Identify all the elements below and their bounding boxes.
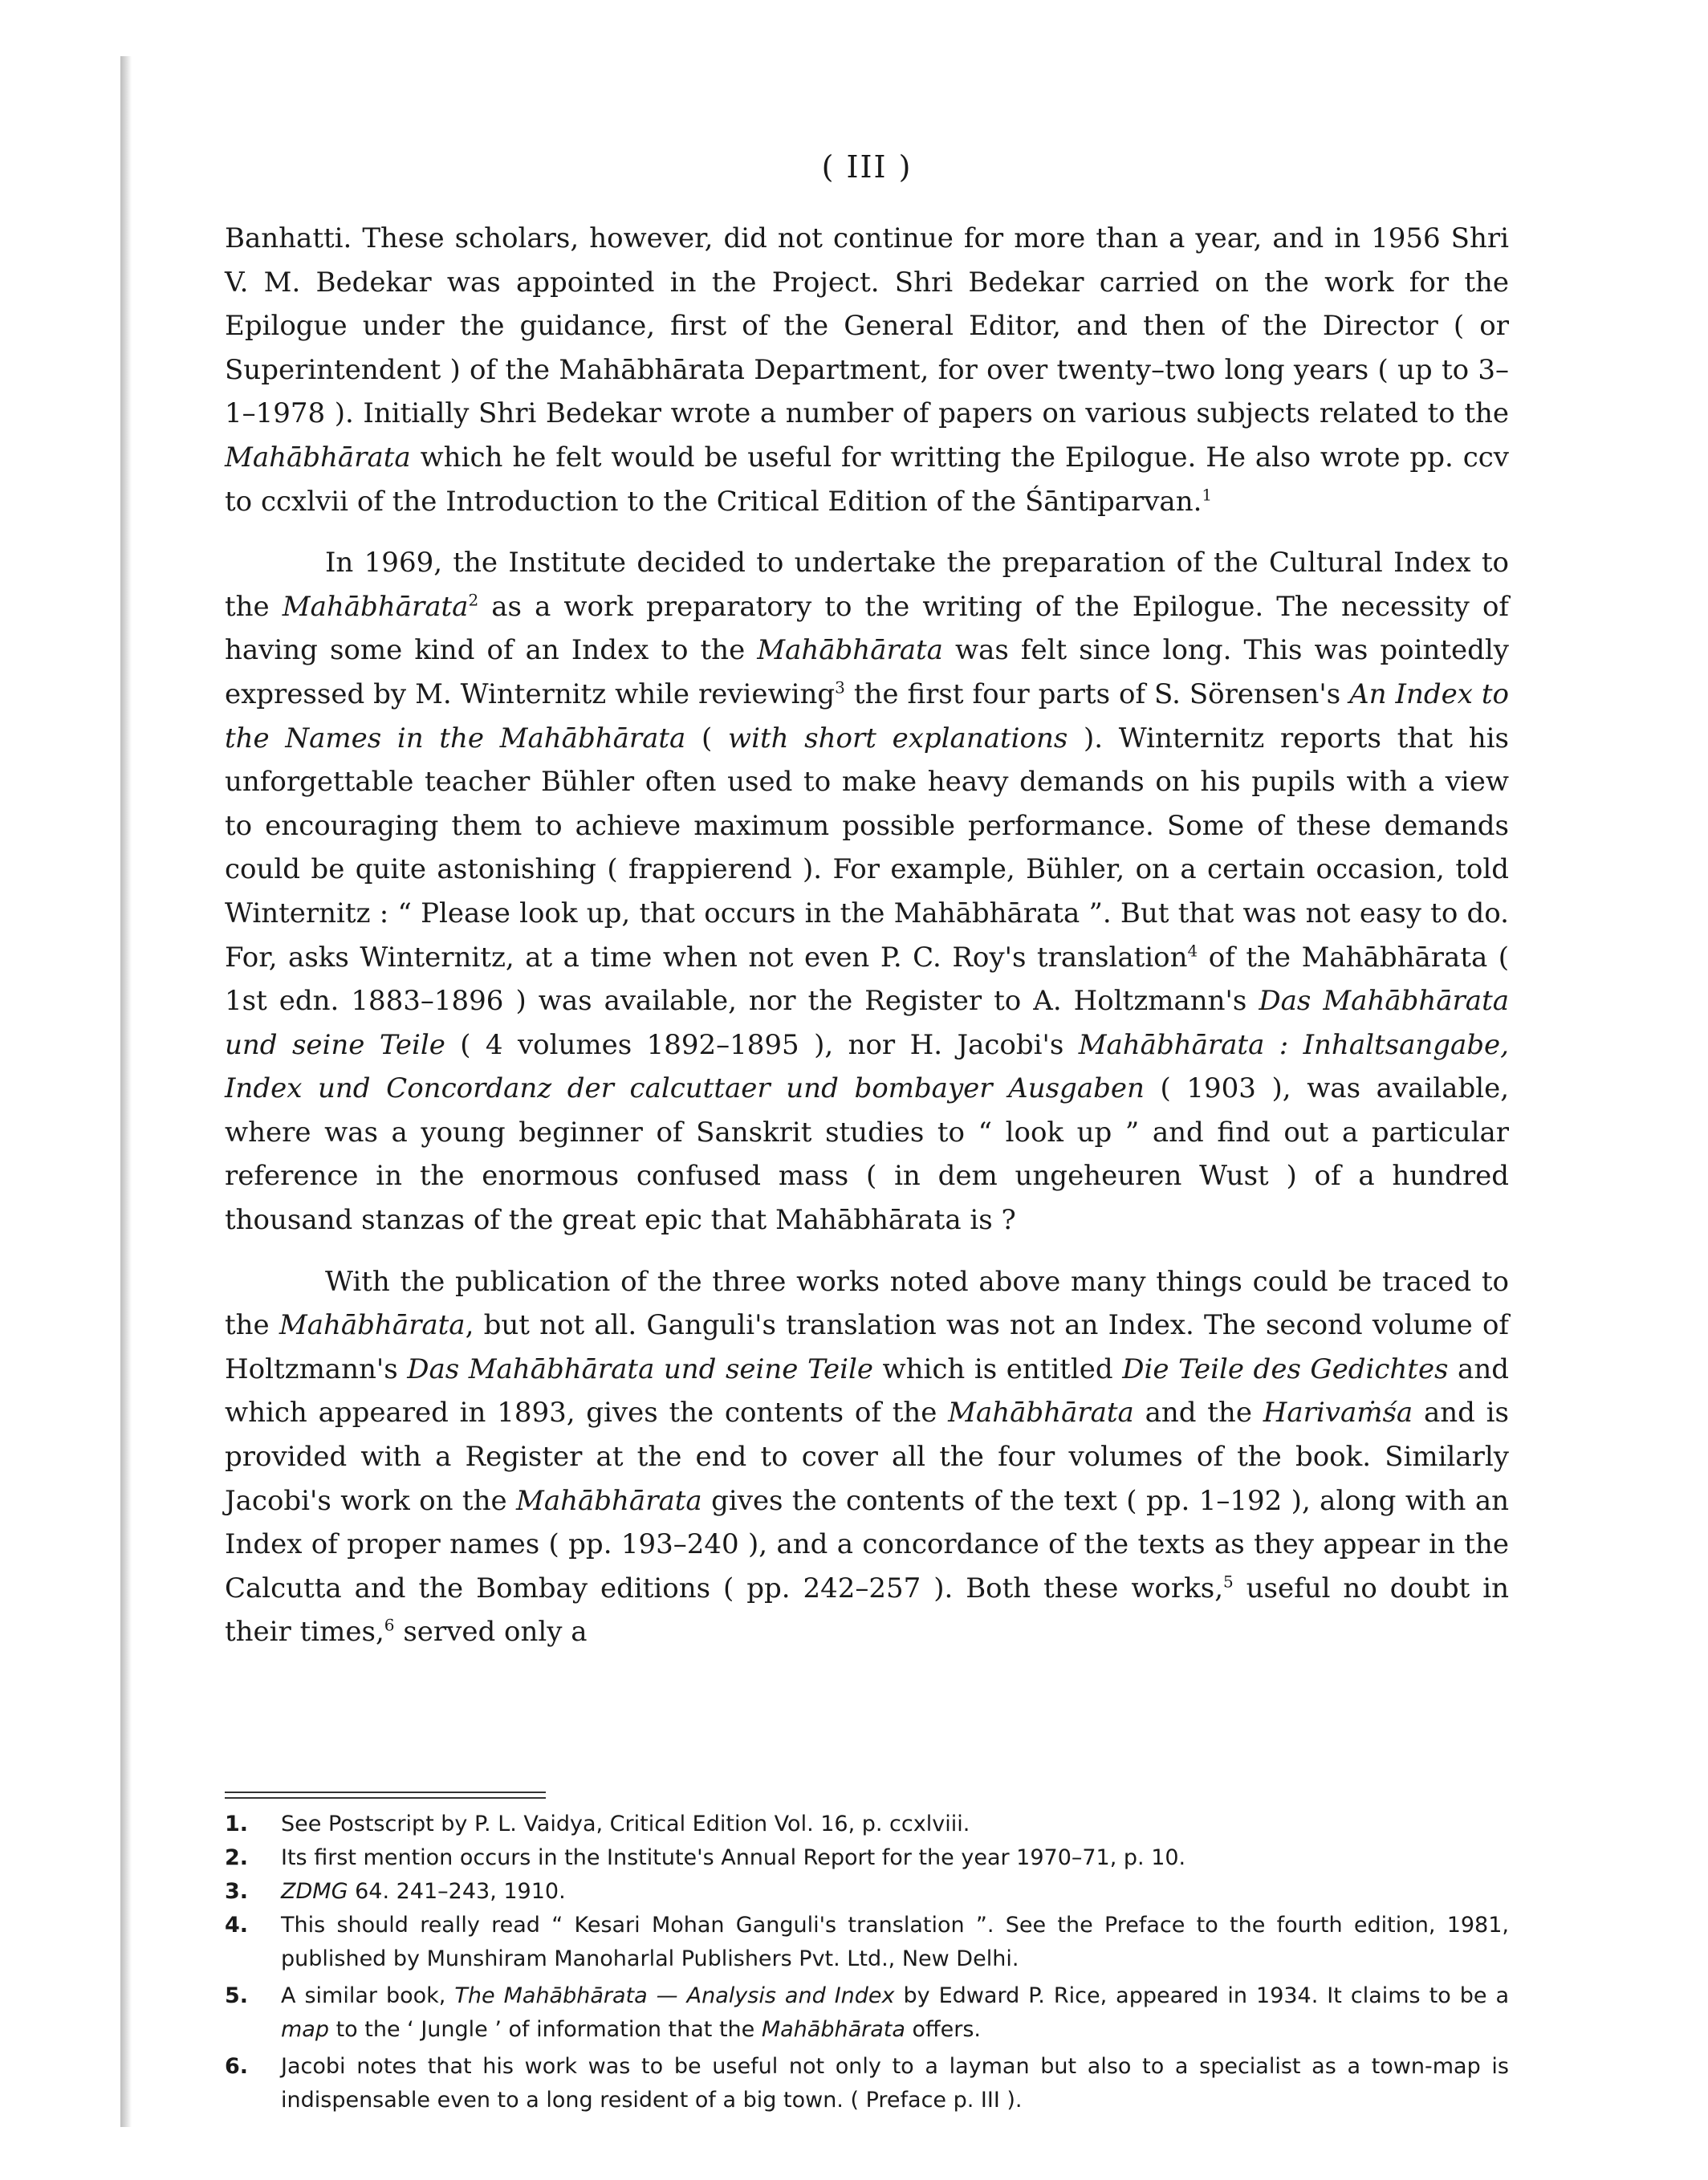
text-run: useful no doubt in their times, (225, 1572, 1509, 1649)
footnotes (225, 1808, 1509, 2117)
italic-text: Das Mahābhārata und seine Teile (225, 985, 1509, 1061)
text-run: This should really read “ Kesari Mohan Ganguli's translation ”. See the Preface to the fourth edition, 1981, published by Munshiram Manoharlal Publishers Pvt. Ltd., New Delhi. (281, 1913, 1509, 1971)
footnote-text (281, 1909, 1509, 1976)
footnote-text (281, 1875, 1509, 1909)
text-run: as a work preparatory to the writing of the Epilogue. The necessity of having some kind of an Index to the (225, 590, 1509, 667)
footnote-6 (225, 2050, 1509, 2117)
footnote-number: 6. (225, 2054, 249, 2079)
footnote-ref: 4 (1187, 941, 1198, 961)
italic-text: Mahābhārata : Inhaltsangabe, Index und Concordanz der calcuttaer und bombayer Ausgaben (225, 1028, 1509, 1105)
footnote-ref: 6 (384, 1616, 395, 1636)
text-run: ( (685, 722, 728, 754)
text-run: gives the contents of the text ( pp. 1–192 ), along with an Index of proper names ( pp. 193–240 ), and a concordance of the texts as they appear in the Calcutta and the Bombay editions ( pp. 242–257 ). Both these works, (225, 1484, 1509, 1604)
italic-text: Mahābhārata (279, 1309, 466, 1342)
footnote-2 (225, 1841, 1509, 1875)
footnote-ref: 1 (1202, 485, 1213, 505)
text-run: Its first mention occurs in the Institute's Annual Report for the year 1970–71, p. 10. (281, 1845, 1186, 1870)
text-run: by Edward P. Rice, appeared in 1934. It claims to be a (894, 1983, 1510, 2008)
text-run: Banhatti. These scholars, however, did not continue for more than a year, and in 1956 Shri V. M. Bedekar was appointed in the Project. Shri Bedekar carried on the work for the Epilogue under the guidance, first of the General Editor, and then of the Director ( or Superintendent ) of the Mahābhārata Department, for over twenty–two long years ( up to 3–1–1978 ). Initially Shri Bedekar wrote a number of papers on various subjects related to the (225, 222, 1509, 430)
footnote-1 (225, 1808, 1509, 1841)
italic-text: Mahābhārata (757, 634, 943, 667)
italic-text: Mahābhārata (761, 2017, 905, 2042)
text-run: With the publication of the three works noted above many things could be traced to the (225, 1265, 1509, 1342)
page-number: ( III ) (821, 149, 913, 185)
italic-text: An Index to the Names in the Mahābhārata (225, 677, 1509, 754)
footnote-text (281, 1808, 1509, 1841)
text-run: of the Mahābhārata ( 1st edn. 1883–1896 ) was available, nor the Register to A. Holtzmann's (225, 941, 1510, 1018)
text-run: to the ‘ Jungle ’ of information that the (329, 2017, 762, 2042)
italic-text: Das Mahābhārata und seine Teile (407, 1352, 873, 1385)
text-run: Jacobi notes that his work was to be useful not only to a layman but also to a specialist as a town-map is indispensable even to a long resident of a big town. ( Preface p. III ). (281, 2054, 1509, 2113)
text-run: ). Winternitz reports that his unforgettable teacher Bühler often used to make heavy demands on his pupils with a view to encouraging them to achieve maximum possible performance. Some of these demands could be quite astonishing ( frappierend ). For example, Bühler, on a certain occasion, told Winternitz : “ Please look up, that occurs in the Mahābhārata ”. But that was not easy to do. For, asks Winternitz, at a time when not even P. C. Roy's translation (225, 722, 1509, 974)
footnote-rule (225, 1792, 546, 1799)
document-page (225, 0, 1509, 2180)
footnote-5 (225, 1979, 1509, 2047)
scan-edge-shadow (120, 56, 132, 2127)
italic-text: Mahābhārata (948, 1397, 1134, 1430)
footnote-ref: 2 (468, 590, 479, 610)
italic-text: Mahābhārata (225, 441, 411, 474)
paragraph-2 (225, 541, 1509, 1243)
paragraph-1 (225, 217, 1509, 523)
italic-text: Mahābhārata (282, 590, 469, 623)
text-run: offers. (905, 2017, 981, 2042)
footnote-number: 4. (225, 1913, 249, 1938)
text-run: A similar book, (281, 1983, 455, 2008)
italic-text: Die Teile des Gedichtes (1122, 1352, 1449, 1385)
footnote-ref: 3 (835, 677, 845, 698)
paragraph-3 (225, 1260, 1509, 1654)
text-run: which is entitled (872, 1352, 1123, 1385)
footnote-ref: 5 (1223, 1572, 1234, 1592)
text-run: and is provided with a Register at the end to cover all the four volumes of the book. Similarly Jacobi's work on the (225, 1397, 1509, 1517)
text-run: , but not all. Ganguli's translation was not an Index. The second volume of Holtzmann's (225, 1309, 1509, 1385)
text-run: served only a (394, 1616, 588, 1649)
italic-text: map (281, 2017, 329, 2042)
footnote-4 (225, 1909, 1509, 1976)
italic-text: The Mahābhārata — Analysis and Index (454, 1983, 895, 2008)
text-run: ( 4 volumes 1892–1895 ), nor H. Jacobi's (445, 1028, 1079, 1061)
footnote-text (281, 1841, 1509, 1875)
footnote-number: 1. (225, 1812, 249, 1836)
italic-text: with short explanations (727, 722, 1068, 754)
text-run: ( 1903 ), was available, where was a young beginner of Sanskrit studies to “ look up ” and find out a particular reference in the enormous confused mass ( in dem ungeheuren Wust ) of a hundred thousand stanzas of the great epic that Mahābhārata is ? (225, 1072, 1510, 1237)
text-run: and the (1133, 1397, 1263, 1430)
footnote-number: 2. (225, 1845, 249, 1870)
footnote-text (281, 2050, 1509, 2117)
body-text (225, 217, 1509, 1654)
footnote-number: 3. (225, 1879, 249, 1904)
text-run: was felt since long. This was pointedly expressed by M. Winternitz while reviewing (225, 634, 1509, 710)
text-run: 64. 241–243, 1910. (348, 1879, 566, 1904)
italic-text: ZDMG (281, 1879, 348, 1904)
footnote-text (281, 1979, 1509, 2047)
footnote-3 (225, 1875, 1509, 1909)
italic-text: Harivaṁśa (1263, 1397, 1413, 1430)
text-run: which he felt would be useful for writting the Epilogue. He also wrote pp. ccv to ccxlvii of the Introduction to the Critical Edition of the Śāntiparvan. (225, 441, 1509, 518)
text-run: and which appeared in 1893, gives the contents of the (225, 1352, 1509, 1430)
italic-text: Mahābhārata (516, 1484, 702, 1517)
text-run: See Postscript by P. L. Vaidya, Critical Edition Vol. 16, p. ccxlviii. (281, 1812, 970, 1836)
footnote-number: 5. (225, 1983, 249, 2008)
text-run: the first four parts of S. Sörensen's (844, 677, 1350, 710)
text-run: In 1969, the Institute decided to undertake the preparation of the Cultural Index to the (225, 547, 1509, 623)
